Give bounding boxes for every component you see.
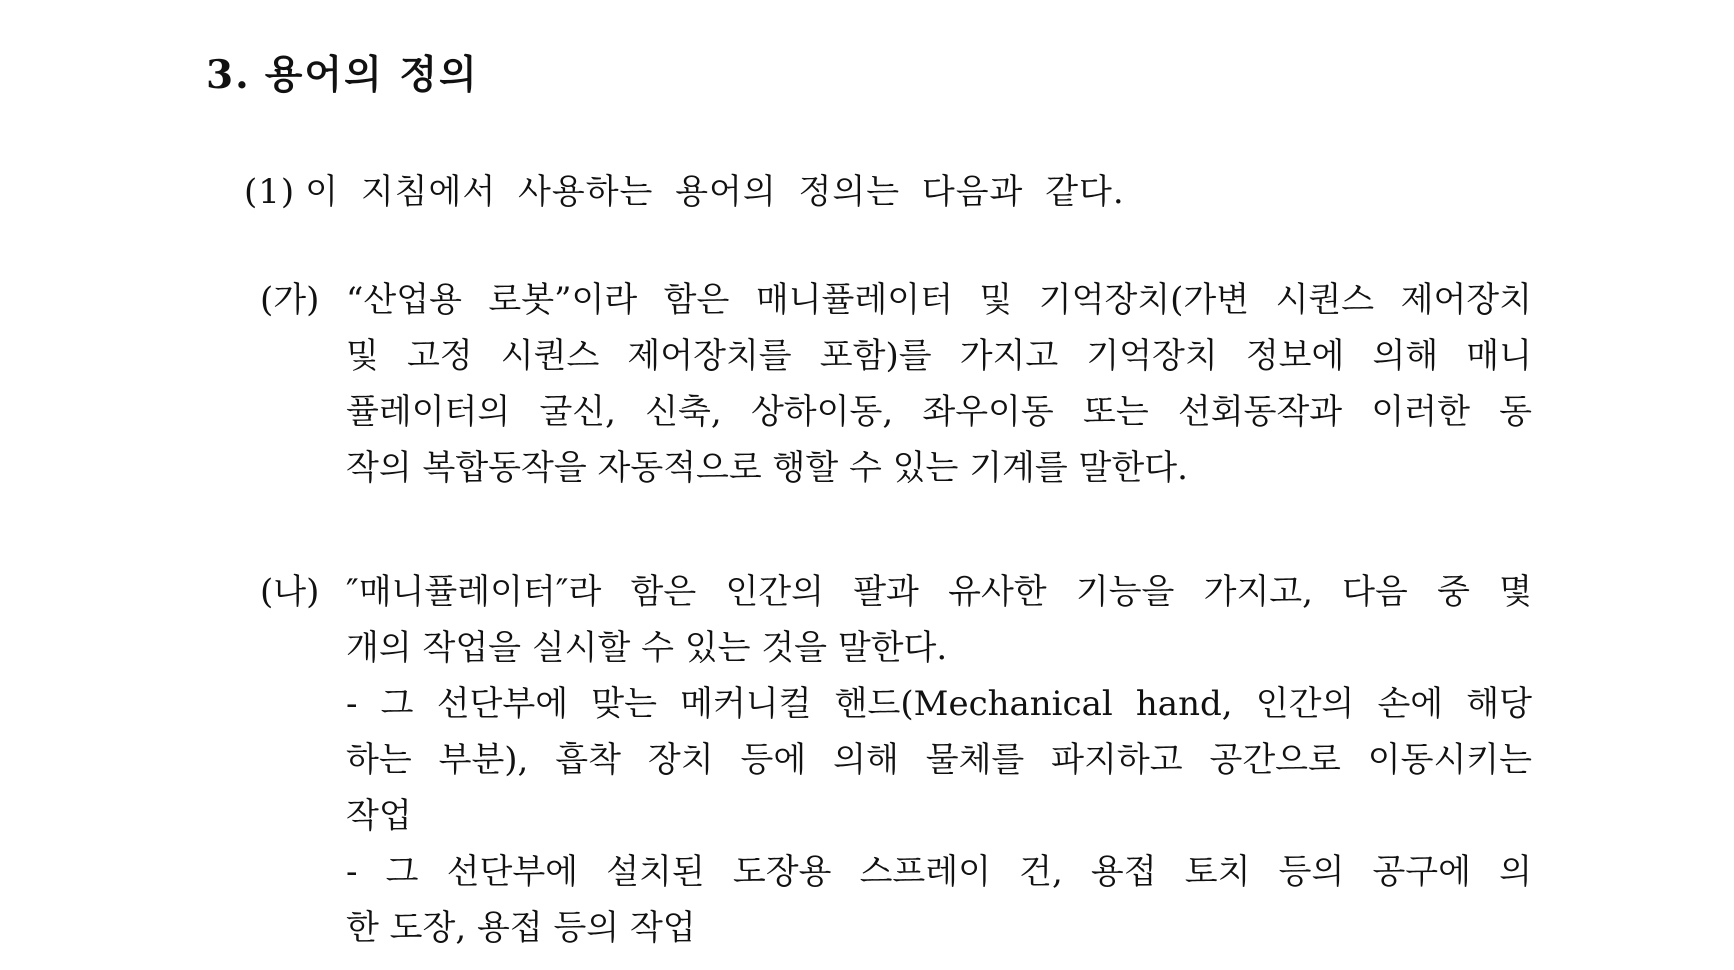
- definition-line: 개의 작업을 실시할 수 있는 것을 말한다.: [346, 628, 948, 668]
- intro-paragraph: [244, 164, 1125, 213]
- definition-label: (가): [260, 280, 320, 320]
- definition-line: 작의 복합동작을 자동적으로 행할 수 있는 기계를 말한다.: [346, 448, 1188, 488]
- intro-label: (1): [244, 172, 296, 212]
- definition-bullet-line: - 그 선단부에 맞는 메커니컬 핸드(Mechanical hand, 인간의 손에 해당: [346, 684, 1532, 724]
- section-title: 용어의 정의: [264, 52, 479, 98]
- definition-body: [346, 272, 1532, 496]
- definition-line: ″매니퓰레이터″라 함은 인간의 팔과 유사한 기능을 가지고, 다음 중 몇: [346, 572, 1532, 612]
- section-heading: [206, 44, 479, 100]
- definition-line: 및 고정 시퀀스 제어장치를 포함)를 가지고 기억장치 정보에 의해 매니: [346, 336, 1532, 376]
- definition-line: “산업용 로봇”이라 함은 매니퓰레이터 및 기억장치(가변 시퀀스 제어장치: [346, 280, 1532, 320]
- definition-bullet-line: 하는 부분), 흡착 장치 등에 의해 물체를 파지하고 공간으로 이동시키는: [346, 740, 1532, 780]
- definition-line: 퓰레이터의 굴신, 신축, 상하이동, 좌우이동 또는 선회동작과 이러한 동: [346, 392, 1532, 432]
- section-number: 3.: [206, 52, 251, 98]
- definition-body: [346, 564, 1532, 956]
- definition-bullet-line: - 그 선단부에 설치된 도장용 스프레이 건, 용접 토치 등의 공구에 의: [346, 852, 1532, 892]
- intro-text: 이 지침에서 사용하는 용어의 정의는 다음과 같다.: [305, 172, 1125, 212]
- definition-bullet-line: 한 도장, 용접 등의 작업: [346, 908, 696, 948]
- definition-label: (나): [260, 572, 320, 612]
- definition-bullet-line: 작업: [346, 796, 412, 836]
